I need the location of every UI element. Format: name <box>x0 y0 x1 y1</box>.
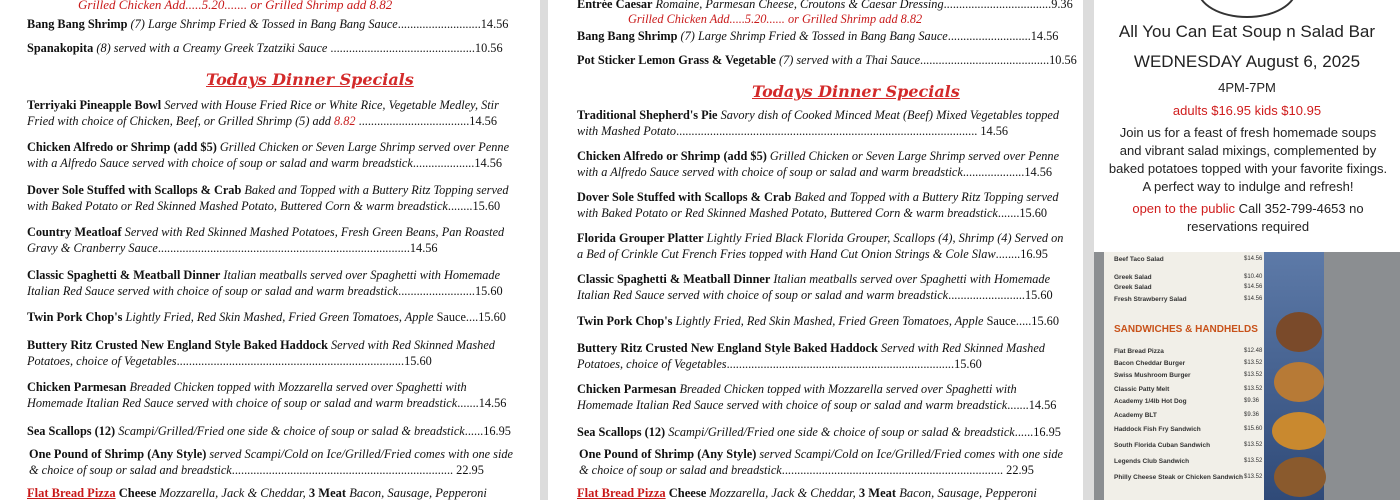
menu-item: Country Meatloaf Served with Red Skinned Mashed Potatoes, Fresh Green Beans, Pan Roasted Gravy & Cranberry Sauce..................................................................................14.56 <box>27 225 505 255</box>
food-photo <box>1276 312 1322 352</box>
add-on-line: Grilled Chicken Add.....5.20...... or Grilled Shrimp add 8.82 <box>628 12 923 26</box>
menu-item: Classic Spaghetti & Meatball Dinner Italian meatballs served over Spaghetti with Homemade Italian Red Sauce served with choice of soup or salad and warm breadstick.........................15.60 <box>27 268 503 298</box>
food-photo <box>1274 457 1326 497</box>
menu-page-left <box>0 0 540 500</box>
menu-row-price: $14.56 <box>1244 284 1263 290</box>
menu-item: Sea Scallops (12) Scampi/Grilled/Fried one side & choice of soup or salad & breadstick......16.95 <box>577 425 1061 439</box>
menu-item: Chicken Alfredo or Shrimp (add $5) Grilled Chicken or Seven Large Shrimp served over Penne with a Alfredo Sauce served with choice of soup or salad and warm breadstick....................14.56 <box>577 149 1060 179</box>
menu-item: Spanakopita (8) served with a Creamy Greek Tzatziki Sauce ...............................................10.56 <box>27 41 503 55</box>
menu-row: Swiss Mushroom Burger <box>1114 372 1191 379</box>
menu-row: Academy BLT <box>1114 412 1157 419</box>
menu-page-middle <box>548 0 1083 500</box>
menu-row-price: $13.52 <box>1244 372 1263 378</box>
menu-row: Greek Salad <box>1114 284 1152 291</box>
flyer-date: WEDNESDAY August 6, 2025 <box>1133 52 1361 71</box>
menu-item: Dover Sole Stuffed with Scallops & Crab Baked and Topped with a Buttery Ritz Topping served with Baked Potato or Red Skinned Mashed Potato, Buttered Corn & warm breadstick........15.60 <box>27 183 509 213</box>
menu-item: Bang Bang Shrimp (7) Large Shrimp Fried & Tossed in Bang Bang Sauce...........................14.56 <box>577 29 1059 43</box>
add-on-chicken: Grilled Chicken Add.....5.20....... or <box>78 0 266 12</box>
menu-item: Sea Scallops (12) Scampi/Grilled/Fried one side & choice of soup or salad & breadstick......16.95 <box>27 424 511 438</box>
menu-row-price: $14.56 <box>1244 296 1263 302</box>
menu-row-price: $10.40 <box>1244 274 1263 280</box>
menu-item: Buttery Ritz Crusted New England Style Baked Haddock Served with Red Skinned Mashed Potatoes, choice of Vegetables..........................................................................15.60 <box>577 341 1045 371</box>
menu-item: One Pound of Shrimp (Any Style) served Scampi/Cold on Ice/Grilled/Fried comes with one side & choice of soup or salad and breadstick........................................................................ 22.95 <box>29 447 513 477</box>
menu-item: One Pound of Shrimp (Any Style) served Scampi/Cold on Ice/Grilled/Fried comes with one side & choice of soup or salad and breadstick........................................................................ 22.95 <box>579 447 1063 477</box>
menu-row-price: $13.52 <box>1244 442 1263 448</box>
menu-item: Dover Sole Stuffed with Scallops & Crab Baked and Topped with a Buttery Ritz Topping served with Baked Potato or Red Skinned Mashed Potato, Buttered Corn & warm breadstick.......15.60 <box>577 190 1059 220</box>
menu-row: Flat Bread Pizza <box>1114 348 1164 355</box>
menu-row: Haddock Fish Fry Sandwich <box>1114 426 1201 433</box>
restaurant-logo <box>1197 0 1297 18</box>
menu-row: Greek Salad <box>1114 274 1152 281</box>
menu-item: Pot Sticker Lemon Grass & Vegetable (7) served with a Thai Sauce..........................................10.56 <box>577 53 1077 67</box>
specials-title: Todays Dinner Specials <box>752 82 960 101</box>
menu-item: Twin Pork Chop's Lightly Fried, Red Skin Mashed, Fried Green Tomatoes, Apple Sauce....15.60 <box>27 310 506 324</box>
flyer-description: Join us for a feast of fresh homemade soups and vibrant salad mixings, complemented by baked potatoes topped with your favorite fixings. A perfect way to indulge and refresh! <box>1108 125 1388 194</box>
flyer-time: 4PM-7PM <box>1218 80 1276 95</box>
menu-item: Buttery Ritz Crusted New England Style Baked Haddock Served with Red Skinned Mashed Potatoes, choice of Vegetables..........................................................................15.60 <box>27 338 495 368</box>
menu-row-price: $12.48 <box>1244 348 1263 354</box>
menu-row: South Florida Cuban Sandwich <box>1114 442 1211 449</box>
food-photo <box>1272 412 1326 450</box>
menu-item: Terriyaki Pineapple Bowl Served with House Fried Rice or White Rice, Vegetable Medley, Stir Fried with choice of Chicken, Beef, or Grilled Shrimp (5) add 8.82 ....................................14.56 <box>27 98 499 128</box>
flyer-headline: All You Can Eat Soup n Salad Bar <box>1118 22 1376 41</box>
menu-row: Bacon Cheddar Burger <box>1114 360 1186 367</box>
flat-bread-pizza-line: Flat Bread Pizza Cheese Mozzarella, Jack & Cheddar, 3 Meat Bacon, Sausage, Pepperoni <box>27 486 487 500</box>
flyer-contact: open to the public Call 352-799-4653 no reservations required <box>1132 201 1364 234</box>
food-photo <box>1274 362 1324 402</box>
printed-menu-photo <box>1094 252 1400 500</box>
menu-row-price: $14.56 <box>1244 256 1263 262</box>
add-on-line <box>78 0 540 13</box>
menu-item: Chicken Parmesan Breaded Chicken topped with Mozzarella served over Spaghetti with Homemade Italian Red Sauce served with choice of soup or salad and warm breadstick.......14.56 <box>27 380 507 410</box>
page-gap <box>1083 0 1094 500</box>
menu-item: Entrée Caesar Romaine, Parmesan Cheese, Croutons & Caesar Dressing...................................9.36 <box>577 0 1073 11</box>
menu-row-price: $15.60 <box>1244 426 1263 432</box>
menu-row: Classic Patty Melt <box>1114 386 1170 393</box>
menu-row: Philly Cheese Steak or Chicken Sandwich <box>1114 474 1243 481</box>
menu-row-price: $13.52 <box>1244 458 1263 464</box>
menu-row: Beef Taco Salad <box>1114 256 1164 263</box>
flat-bread-pizza-line: Flat Bread Pizza Cheese Mozzarella, Jack & Cheddar, 3 Meat Bacon, Sausage, Pepperoni <box>577 486 1037 500</box>
specials-title: Todays Dinner Specials <box>206 70 414 89</box>
menu-row-price: $13.52 <box>1244 386 1263 392</box>
add-on-shrimp-price: 8.82 <box>366 0 393 12</box>
menu-row-price: $9.36 <box>1244 398 1260 404</box>
page-gap <box>540 0 548 500</box>
menu-row-price: $13.52 <box>1244 360 1263 366</box>
menu-row: Academy 1/4lb Hot Dog <box>1114 398 1187 405</box>
menu-row: Legends Club Sandwich <box>1114 458 1190 465</box>
flyer-price: adults $16.95 kids $10.95 <box>1172 103 1322 118</box>
menu-section-title: SANDWICHES & HANDHELDS <box>1114 324 1258 335</box>
menu-item: Classic Spaghetti & Meatball Dinner Italian meatballs served over Spaghetti with Homemade Italian Red Sauce served with choice of soup or salad and warm breadstick.........................15.60 <box>577 272 1053 302</box>
add-on-shrimp: Grilled Shrimp add <box>265 0 367 12</box>
menu-row-price: $13.52 <box>1244 474 1263 480</box>
menu-row-price: $9.36 <box>1244 412 1260 418</box>
menu-item: Twin Pork Chop's Lightly Fried, Red Skin Mashed, Fried Green Tomatoes, Apple Sauce.....15.60 <box>577 314 1059 328</box>
menu-item: Florida Grouper Platter Lightly Fried Black Florida Grouper, Scallops (4), Shrimp (4) Served on a Bed of Crinkle Cut French Fries topped with Hand Cut Onion Strings & Cole Slaw........16.95 <box>577 231 1064 261</box>
menu-item: Traditional Shepherd's Pie Savory dish of Cooked Minced Meat (Beef) Mixed Vegetables topped with Mashed Potato.................................................................................................. 14.56 <box>577 108 1059 138</box>
menu-item: Chicken Alfredo or Shrimp (add $5) Grilled Chicken or Seven Large Shrimp served over Penne with a Alfredo Sauce served with choice of soup or salad and warm breadstick....................14.56 <box>27 140 510 170</box>
menu-item: Chicken Parmesan Breaded Chicken topped with Mozzarella served over Spaghetti with Homemade Italian Red Sauce served with choice of soup or salad and warm breadstick.......14.56 <box>577 382 1057 412</box>
menu-item: Bang Bang Shrimp (7) Large Shrimp Fried & Tossed in Bang Bang Sauce...........................14.56 <box>27 17 509 31</box>
menu-row: Fresh Strawberry Salad <box>1114 296 1187 303</box>
